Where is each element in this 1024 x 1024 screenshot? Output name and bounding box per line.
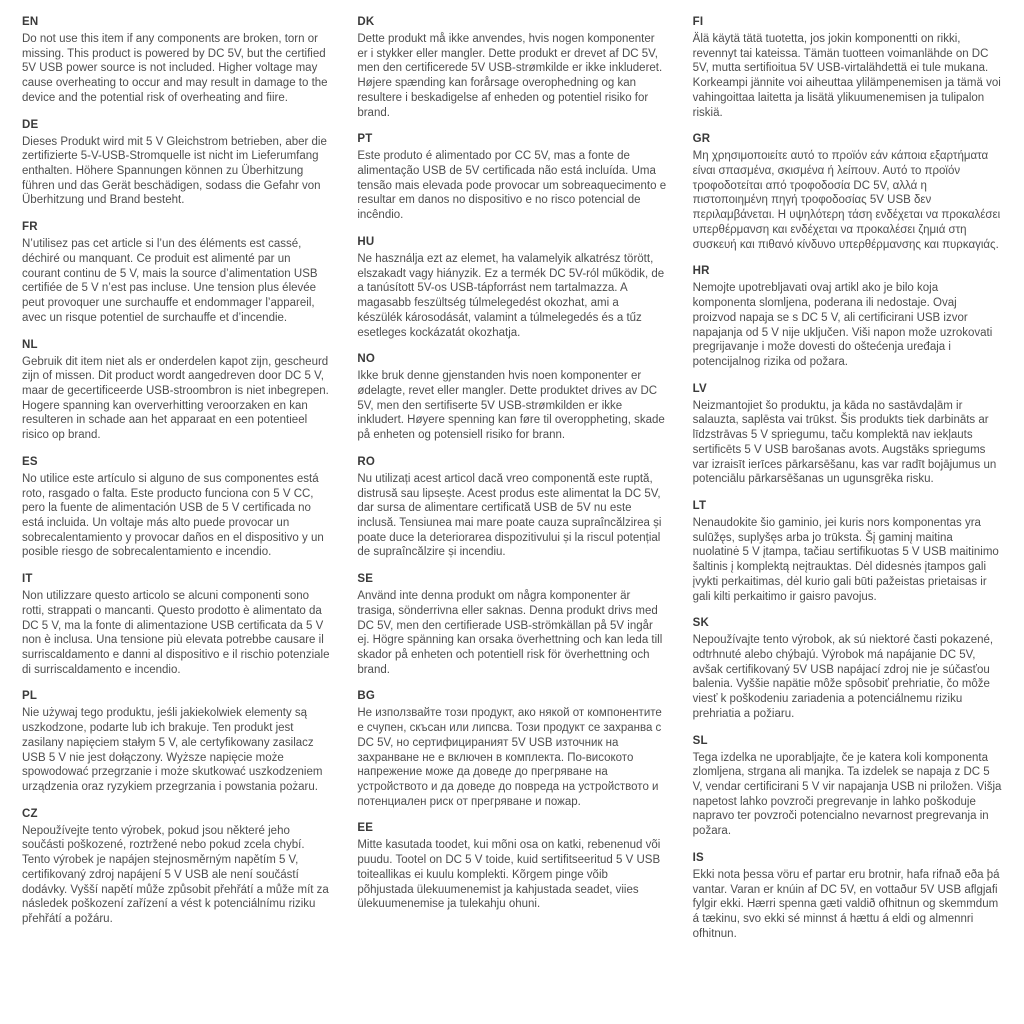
language-code-lv: LV [692, 382, 707, 395]
language-code-pl: PL [22, 690, 38, 703]
warning-section-pt [357, 133, 666, 223]
warning-section-hu [357, 236, 666, 340]
language-code-no: NO [357, 353, 375, 366]
warning-text-dk: Dette produkt må ikke anvendes, hvis nogen komponenter er i stykker eller mangler. Dette produkt er drevet af DC 5V, men den certificerede 5V USB-strømkilde er ikke inkluderet. Højere spænding kan forårsage overophedning og kan resultere i beskadigelse af enheden og potentiel risiko for brand. [357, 33, 663, 119]
warning-section-hr [693, 265, 1002, 369]
language-code-en: EN [22, 16, 39, 28]
warning-section-it [22, 573, 331, 677]
warning-text-ro: Nu utilizați acest articol dacă vreo componentă este ruptă, distrusă sau lipsește. Acest produs este alimentat la DC 5V, dar sursa de alimentare certificată USB de 5V nu este inclusă. Tensiunea mai mare poate cauza supraîncălzirea și poate duce la deteriorarea dispozitivului și la riscul potențial de supraîncălzire și incendiu. [357, 472, 662, 559]
language-code-fi: FI [692, 16, 704, 28]
warning-section-fi [693, 16, 1002, 120]
warning-section-no [357, 353, 666, 443]
warning-column-2 [357, 16, 666, 955]
language-code-hu: HU [357, 235, 375, 248]
language-code-se: SE [357, 573, 374, 586]
warning-text-ee: Mitte kasutada toodet, kui mõni osa on katki, rebenenud või puudu. Tootel on DC 5 V toide, kuid sertifitseeritud 5 V USB toiteallikas ei kuulu komplekti. Kõrgem pinge võib põhjustada ülekuumenemist ja kahjustada seadet, viies ülekuumenemise ja tulekahju ohuni. [357, 839, 661, 911]
warning-text-sk: Nepoužívajte tento výrobok, ak sú niektoré časti pokazené, odtrhnuté alebo chýbajú. Výrobok má napájanie DC 5V, avšak certifikovaný 5V USB napájací zdroj nie je súčasťou balenia. Vyššie napätie môže spôsobiť prehriatie, čo môže viesť k poškodeniu zariadenia a potenciálnemu riziku prehriatia a požiaru. [692, 634, 994, 720]
language-code-gr: GR [692, 133, 711, 146]
language-code-nl: NL [22, 338, 38, 351]
warning-section-lv [693, 383, 1002, 487]
warning-section-fr [22, 221, 331, 325]
warning-column-1 [22, 16, 331, 955]
language-code-dk: DK [357, 16, 375, 28]
language-code-sk: SK [692, 617, 710, 630]
warning-section-se [357, 573, 666, 677]
warning-section-sk [693, 617, 1002, 721]
warning-section-de [22, 119, 331, 209]
language-code-sl: SL [692, 734, 708, 747]
warning-text-pl: Nie używaj tego produktu, jeśli jakiekolwiek elementy są uszkodzone, podarte lub ich brakuje. Ten produkt jest zasilany napięciem stałym 5 V, ale certyfikowany zasilacz USB 5 V nie jest dołączony. Wyższe napięcie może spowodować przegrzanie i może skutkować uszkodzeniem urządzenia oraz ryzykiem przegrzania i powstania pożaru. [22, 707, 323, 794]
warning-text-it: Non utilizzare questo articolo se alcuni componenti sono rotti, strappati o mancanti. Questo prodotto è alimentato da DC 5 V, ma la fonte di alimentazione USB certificata da 5 V non è inclusa. Una tensione più elevata potrebbe causare il surriscaldamento e danni al dispositivo e il rischio potenziale di surriscaldamento e incendio. [22, 590, 330, 676]
warning-section-lt [693, 500, 1002, 604]
language-code-pt: PT [357, 133, 373, 146]
warning-section-bg [357, 690, 666, 809]
warning-section-ro [357, 456, 666, 560]
warning-text-en: Do not use this item if any components are broken, torn or missing. This product is powered by DC 5V, but the certified 5V USB power source is not included. Higher voltage may cause overheating to occur and may result in damage to the device and the potential risk of overheating and fiire. [22, 33, 328, 104]
warning-text-de: Dieses Produkt wird mit 5 V Gleichstrom betrieben, aber die zertifizierte 5-V-USB-Stromquelle ist nicht im Lieferumfang enthalten. Höhere Spannungen können zu Überhitzung führen und das Gerät beschädigen, sodass die Gefahr von Überhitzung und Brand besteht. [22, 135, 327, 207]
language-code-is: IS [692, 851, 704, 864]
warning-section-en [22, 16, 331, 106]
warning-section-gr [693, 133, 1002, 252]
warning-text-is: Ekki nota þessa vöru ef partar eru brotnir, hafa rifnað eða þá vantar. Varan er knúin af DC 5V, en vottaður 5V USB aflgjafi fylgir ekki. Hærri spenna gæti valdið ofhitnun og skemmdum á tækinu, svo ekki sé minnst á hættu á eldi og almennri ofhitnun. [692, 868, 1000, 940]
language-code-de: DE [22, 118, 39, 131]
language-code-hr: HR [692, 265, 710, 278]
warning-section-sl [693, 735, 1002, 839]
warning-section-dk [357, 16, 666, 120]
language-code-lt: LT [692, 499, 707, 512]
warning-text-lv: Neizmantojiet šo produktu, ja kāda no sastāvdaļām ir salauzta, saplēsta vai trūkst. Šis produkts tiek darbināts ar līdzstrāvas 5 V spriegumu, taču komplektā nav iekļauts sertificēts 5 V USB barošanas avots. Augstāks spriegums var izraisīt ierīces pārkarsēšanu, kas var radīt bojājumus un potenciālu pārkarsēšanas un ugunsgrēka risku. [692, 399, 997, 486]
warning-text-fi: Älä käytä tätä tuotetta, jos jokin komponentti on rikki, revennyt tai kateissa. Tämän tuotteen voimanlähde on DC 5V, mutta sertifioitua 5V USB-virtalähdettä ei tule mukana. Korkeampi jännite voi aiheuttaa ylilämpenemisen ja tämä voi vahingoittaa laitetta ja lisätä ylikuumenemisen ja tulipalon riskiä. [692, 33, 1001, 119]
language-code-bg: BG [357, 690, 375, 703]
warning-section-cz [22, 808, 331, 927]
warning-text-gr: Μη χρησιμοποιείτε αυτό το προϊόν εάν κάποια εξαρτήματα είναι σπασμένα, σκισμένα ή λείπουν. Αυτό το προϊόν τροφοδοτείται από τροφοδοσία DC 5V, αλλά η πιστοποιημένη πηγή τροφοδοσίας 5V USB δεν περιλαμβάνεται. Η υψηλότερη τάση ενδέχεται να προκαλέσει υπερθέρμανση και ενδέχεται να προκαλέσει ζημιά στη συσκευή και πιθανό κίνδυνο υπερθέρμανσης και πυρκαγιάς. [692, 150, 1001, 251]
warning-text-pt: Este produto é alimentado por CC 5V, mas a fonte de alimentação USB de 5V certificada não está incluída. Uma tensão mais elevada pode provocar um sobreaquecimento e resultar em danos no dispositivo e no risco potencial de incêndio. [357, 150, 667, 222]
warning-text-no: Ikke bruk denne gjenstanden hvis noen komponenter er ødelagte, revet eller mangler. Dette produktet drives av DC 5V, men den sertifiserte 5V USB-strømkilden er ikke inkludert. Høyere spenning kan føre til overoppheting, skade på enheten og potensiell risiko for brann. [357, 370, 665, 442]
warning-text-cz: Nepoužívejte tento výrobek, pokud jsou některé jeho součásti poškozené, roztržené nebo pokud zcela chybí. Tento výrobek je napájen stejnosměrným napětím 5 V, certifikovaný zdroj napájení 5 V USB ale není součástí dodávky. Vyšší napětí může způsobit přehřátí a může mít za následek poškození zařízení a vést k potenciálnímu riziku přehřátí a požáru. [22, 824, 329, 926]
warning-section-ee [357, 822, 666, 912]
warning-text-hu: Ne használja ezt az elemet, ha valamelyik alkatrész törött, elszakadt vagy hiányzik. Ez a termék DC 5V-ról működik, de a tanúsított 5V-os USB-tápforrást nem tartalmazza. A magasabb feszültség túlmelegedést okozhat, ami a készülék károsodását, valamint a túlmelegedés és a tűz esetleges kockázatát okozhatja. [357, 252, 665, 339]
warning-column-3 [693, 16, 1002, 955]
warning-section-is [693, 852, 1002, 942]
language-code-ee: EE [357, 822, 374, 835]
language-code-it: IT [22, 573, 33, 586]
warning-section-pl [22, 690, 331, 794]
language-code-ro: RO [357, 455, 375, 468]
warning-text-fr: N’utilisez pas cet article si l’un des éléments est cassé, déchiré ou manquant. Ce produit est alimenté par un courant continu de 5 V, mais la source d’alimentation USB certifiée de 5 V n’est pas incluse. Une tension plus élevée peut provoquer une surchauffe et endommager l’appareil, avec un risque potentiel de surchauffe et d’incendie. [22, 238, 318, 324]
warning-section-nl [22, 339, 331, 443]
warning-text-hr: Nemojte upotrebljavati ovaj artikl ako je bilo koja komponenta slomljena, poderana ili nedostaje. Ovaj proizvod napaja se s DC 5 V, ali certificirani USB izvor napajanja od 5 V nije uključen. Viši napon može uzrokovati pregrijavanje i može dovesti do oštećenja uređaja i potencijalnog rizika od požara. [692, 282, 993, 368]
language-code-cz: CZ [22, 807, 38, 820]
warning-text-sl: Tega izdelka ne uporabljajte, če je katera koli komponenta zlomljena, strgana ali manjka. Ta izdelek se napaja z DC 5 V, vendar certificirani 5 V vir napajanja USB ni priložen. Višja napetost lahko povzroči pregrevanje in lahko poškoduje napravo ter povzroči potencialno nevarnost pregrevanja in požara. [692, 751, 1002, 838]
language-code-es: ES [22, 455, 38, 468]
language-code-fr: FR [22, 221, 38, 234]
warning-text-bg: Не използвайте този продукт, ако някой от компонентите е счупен, скъсан или липсва. Този продукт се захранва с DC 5V, но сертифицираният 5V USB източник на захранване не е включен в комплекта. По-високото напрежение може да доведе до прегряване на устройството и да доведе до повреда на устройството и потенциален риск от прегряване и пожар. [357, 707, 662, 808]
warning-section-es [22, 456, 331, 560]
warning-text-nl: Gebruik dit item niet als er onderdelen kapot zijn, gescheurd zijn of missen. Dit product wordt aangedreven door DC 5 V, maar de gecertificeerde USB-stroombron is niet inbegrepen. Hogere spanning kan oververhitting veroorzaken en kan resulteren in schade aan het apparaat en een potentieel risico op brand. [22, 355, 329, 442]
warning-text-lt: Nenaudokite šio gaminio, jei kuris nors komponentas yra sulūžęs, suplyšęs arba jo trūksta. Šį gaminį maitina nuolatinė 5 V įtampa, tačiau sertifikuotas 5 V USB maitinimo šaltinis į komplektą neįtrauktas. Dėl didesnės įtampos gali įvykti perkaitimas, dėl kurio gali būti pažeistas prietaisas ir gali kilti perkaitimo ir gaisro pavojus. [692, 516, 999, 603]
warning-text-se: Använd inte denna produkt om några komponenter är trasiga, sönderrivna eller saknas. Denna produkt drivs med DC 5V, men den certifierade USB-strömkällan på 5V ingår ej. Högre spänning kan orsaka överhettning och kan leda till skador på enheten och potentiell risk för överhettning och brand. [357, 590, 663, 676]
warning-text-es: No utilice este artículo si alguno de sus componentes está roto, rasgado o falta. Este producto funciona con 5 V CC, pero la fuente de alimentación USB de 5 V certificada no está incluida. Un voltaje más alto puede provocar un sobrecalentamiento y provocar daños en el dispositivo y un posible riesgo de sobrecalentamiento e incendio. [22, 472, 324, 559]
